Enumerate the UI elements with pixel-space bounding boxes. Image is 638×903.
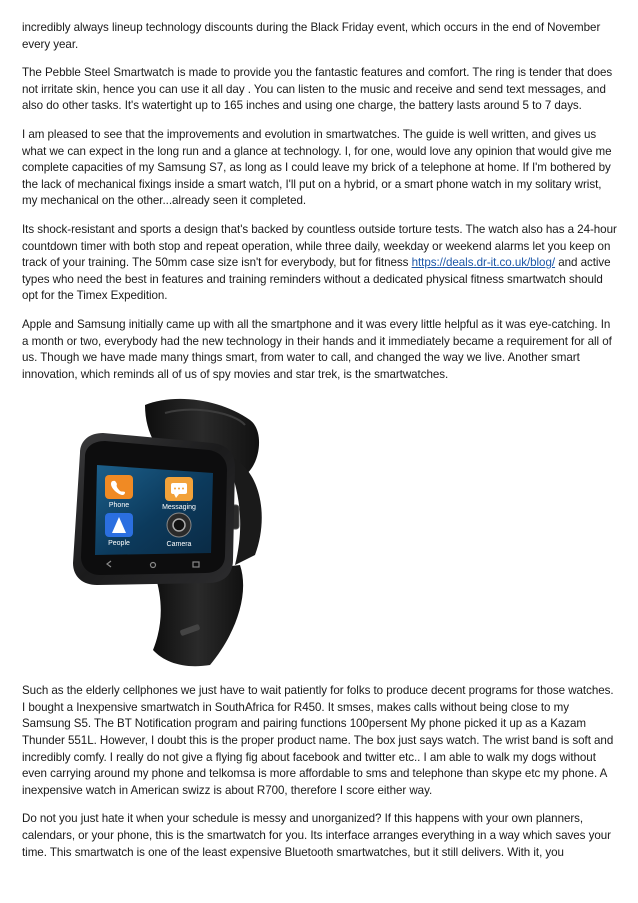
paragraph-text-before-link: Its shock-resistant and sports a design that's backed by countless outside torture tests. The watch also has a 24-hour countdown timer with both stop and repeat operation, while three daily, weekday or weekend alarms let you keep on track of your training. The 50mm case size isn't for everybody, but for fitness — [22, 222, 617, 270]
paragraph-elderly-cellphones: Such as the elderly cellphones we just have to wait patiently for folks to produce decent programs for those watches. I bought a Inexpensive smartwatch in SouthAfrica for R450. It smses, makes calls without being close to my Samsung S5. The BT Notification program and pairing functions 100persent My phone picked it up as a Kazam Thunder 551L. However, I doubt this is the proper product name. The box just says watch. The wrist band is soft and incredibly comfy. I really do not give a flying fig about facebook and twitter etc.. I am able to walk my dogs without even carrying around my phone and telkomsa is more affordable to sms and telephone than skype etc my phone. A inexpensive watch in American swizz is about R700, therefore I score either way. — [22, 684, 614, 797]
app-camera-tile — [167, 513, 191, 537]
app-people-label: People — [108, 540, 130, 548]
paragraph-schedule: Do not you just hate it when your schedule is messy and unorganized? If this happens with your own planners, calendars, or your phone, this is the smartwatch for you. Its interface arranges everything in a way which saves your time. This smartwatch is one of the least expensive Bluetooth smartwatches, but it still delivers. With it, you — [22, 812, 611, 859]
paragraph-text-after-link: and active types who need the best in features and training reminders without a dedicated physical fitness smartwatch should opt for the Timex Expedition. — [22, 256, 611, 303]
smartwatch-image — [45, 395, 275, 670]
paragraph-improvements: I am pleased to see that the improvements and evolution in smartwatches. The guide is well written, and gives us what we can expect in the long run and a glance at technology. I, for one, would love any opinion that would give me complete capacities of my Samsung S7, as long as I could leave my brick of a telephone at home. If I'm bothered by the lack of mechanical fixings inside a smart watch, I'll put on a hybrid, or a smart phone watch in my solitary wrist, my mechanical on the other...already seen it completed. — [22, 127, 612, 208]
paragraph-black-friday: incredibly always lineup technology discounts during the Black Friday event, which occurs in the end of November every year. — [22, 21, 601, 51]
paragraph-apple-samsung: Apple and Samsung initially came up with all the smartphone and it was every little helpful as it was eye-catching. In a month or two, everybody had the new technology in their hands and it immediately became a requirement for all of us. Though we have made many things smart, from water to call, and changed the way we live. Another smart innovation, which reminds all of us of spy movies and star trek, is the smartwatches. — [22, 317, 612, 381]
paragraph-shock-resistant — [22, 222, 618, 305]
deals-link[interactable]: https://deals.dr-it.co.uk/blog/ — [411, 256, 556, 270]
app-phone-label: Phone — [108, 502, 130, 510]
app-messaging-tile — [165, 477, 193, 501]
paragraph-pebble-steel: The Pebble Steel Smartwatch is made to provide you the fantastic features and comfort. The ring is tender that does not irritate skin, hence you can use it all day . You can listen to the music and receive and send text messages, and also do other tasks. It's watertight up to 165 inches and using one charge, the battery lasts around 5 to 7 days. — [22, 66, 613, 113]
app-messaging-label: Messaging — [162, 504, 196, 512]
app-phone-tile — [105, 475, 133, 499]
app-people-tile — [105, 513, 133, 537]
app-camera-label: Camera — [166, 541, 192, 549]
smartwatch-illustration — [45, 395, 275, 670]
document-page — [22, 20, 618, 873]
